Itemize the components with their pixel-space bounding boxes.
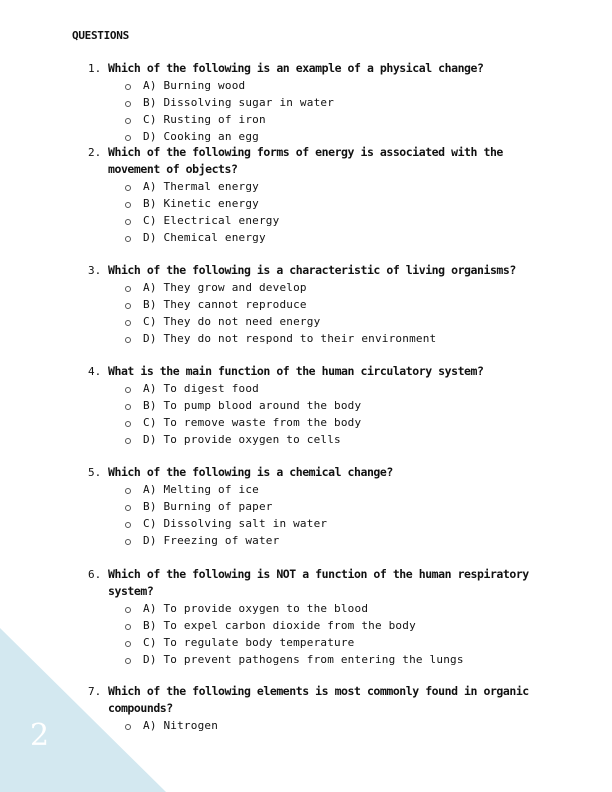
option-b: B) To expel carbon dioxide from the body bbox=[88, 617, 548, 634]
circle-bullet-icon bbox=[125, 286, 131, 292]
page-number: 2 bbox=[30, 718, 50, 753]
option-a: A) To digest food bbox=[88, 380, 548, 397]
circle-bullet-icon bbox=[125, 607, 131, 613]
circle-bullet-icon bbox=[125, 303, 131, 309]
option-c: C) Dissolving salt in water bbox=[88, 515, 548, 532]
question-1 bbox=[88, 60, 548, 145]
question-text: Which of the following is a characteristic of living organisms? bbox=[108, 263, 516, 277]
circle-bullet-icon bbox=[125, 624, 131, 630]
question-number: 4. bbox=[88, 365, 102, 378]
option-a: A) Melting of ice bbox=[88, 481, 548, 498]
circle-bullet-icon bbox=[125, 658, 131, 664]
circle-bullet-icon bbox=[125, 219, 131, 225]
circle-bullet-icon bbox=[125, 387, 131, 393]
option-b: B) They cannot reproduce bbox=[88, 296, 548, 313]
option-c: C) To regulate body temperature bbox=[88, 634, 548, 651]
option-a: A) They grow and develop bbox=[88, 279, 548, 296]
circle-bullet-icon bbox=[125, 320, 131, 326]
circle-bullet-icon bbox=[125, 84, 131, 90]
question-number: 1. bbox=[88, 62, 102, 75]
circle-bullet-icon bbox=[125, 236, 131, 242]
circle-bullet-icon bbox=[125, 135, 131, 141]
circle-bullet-icon bbox=[125, 118, 131, 124]
option-c: C) Rusting of iron bbox=[88, 111, 548, 128]
circle-bullet-icon bbox=[125, 421, 131, 427]
option-d: D) To provide oxygen to cells bbox=[88, 431, 548, 448]
circle-bullet-icon bbox=[125, 488, 131, 494]
question-text: Which of the following is a chemical change? bbox=[108, 465, 393, 479]
question-number: 5. bbox=[88, 466, 102, 479]
option-d: D) They do not respond to their environment bbox=[88, 330, 548, 347]
option-b: B) Burning of paper bbox=[88, 498, 548, 515]
circle-bullet-icon bbox=[125, 724, 131, 730]
option-d: D) Freezing of water bbox=[88, 532, 548, 549]
option-a: A) Thermal energy bbox=[88, 178, 548, 195]
circle-bullet-icon bbox=[125, 185, 131, 191]
question-text-cont: system? bbox=[108, 584, 154, 598]
option-d: D) Cooking an egg bbox=[88, 128, 548, 145]
option-c: C) Electrical energy bbox=[88, 212, 548, 229]
circle-bullet-icon bbox=[125, 505, 131, 511]
option-b: B) Dissolving sugar in water bbox=[88, 94, 548, 111]
question-7 bbox=[88, 683, 548, 734]
option-b: B) To pump blood around the body bbox=[88, 397, 548, 414]
circle-bullet-icon bbox=[125, 101, 131, 107]
question-number: 6. bbox=[88, 568, 102, 581]
option-a: A) Burning wood bbox=[88, 77, 548, 94]
question-number: 7. bbox=[88, 685, 102, 698]
question-text: What is the main function of the human circulatory system? bbox=[108, 364, 484, 378]
circle-bullet-icon bbox=[125, 438, 131, 444]
question-2 bbox=[88, 144, 548, 246]
question-3 bbox=[88, 262, 548, 347]
option-d: D) To prevent pathogens from entering the lungs bbox=[88, 651, 548, 668]
question-text-cont: compounds? bbox=[108, 701, 173, 715]
question-text: Which of the following is an example of a physical change? bbox=[108, 61, 484, 75]
option-b: B) Kinetic energy bbox=[88, 195, 548, 212]
question-text: Which of the following forms of energy is associated with the bbox=[108, 145, 503, 159]
question-text: Which of the following elements is most commonly found in organic bbox=[108, 684, 529, 698]
circle-bullet-icon bbox=[125, 404, 131, 410]
circle-bullet-icon bbox=[125, 539, 131, 545]
question-5 bbox=[88, 464, 548, 549]
question-text: Which of the following is NOT a function of the human respiratory bbox=[108, 567, 529, 581]
option-c: C) To remove waste from the body bbox=[88, 414, 548, 431]
circle-bullet-icon bbox=[125, 337, 131, 343]
option-c: C) They do not need energy bbox=[88, 313, 548, 330]
circle-bullet-icon bbox=[125, 202, 131, 208]
option-a: A) To provide oxygen to the blood bbox=[88, 600, 548, 617]
question-text-cont: movement of objects? bbox=[108, 162, 238, 176]
circle-bullet-icon bbox=[125, 641, 131, 647]
section-heading: QUESTIONS bbox=[72, 29, 129, 42]
option-a: A) Nitrogen bbox=[88, 717, 548, 734]
question-number: 2. bbox=[88, 146, 102, 159]
circle-bullet-icon bbox=[125, 522, 131, 528]
question-6 bbox=[88, 566, 548, 668]
question-4 bbox=[88, 363, 548, 448]
question-number: 3. bbox=[88, 264, 102, 277]
option-d: D) Chemical energy bbox=[88, 229, 548, 246]
